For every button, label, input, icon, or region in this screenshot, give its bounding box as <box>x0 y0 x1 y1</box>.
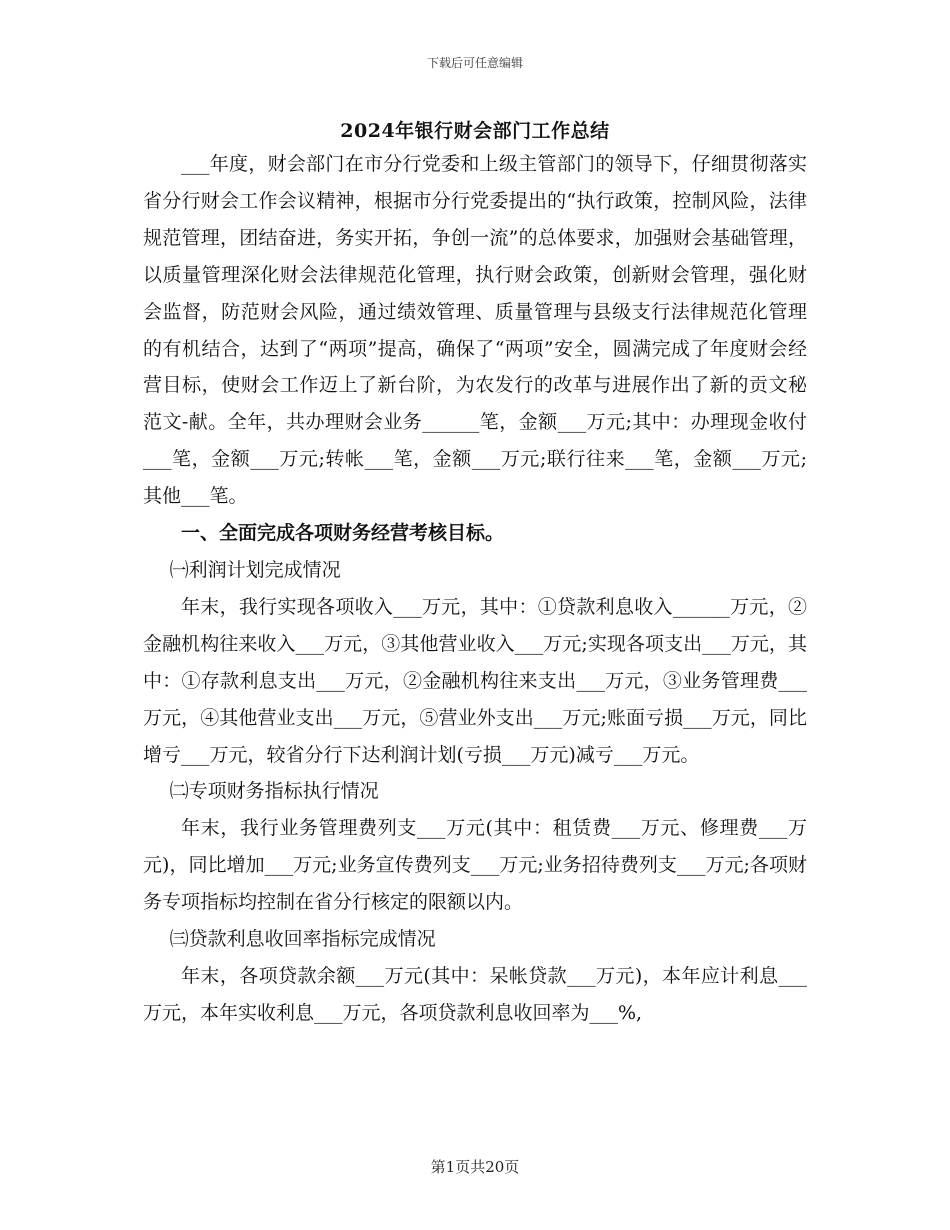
subsection-heading-interest: ㈢贷款利息收回率指标完成情况 <box>169 928 436 951</box>
section-heading: 一、全面完成各项财务经营考核目标。 <box>181 522 505 545</box>
subsection-heading-indicators: ㈡专项财务指标执行情况 <box>169 780 379 803</box>
document-body <box>143 146 807 1032</box>
indicators-paragraph: 年末，我行业务管理费列支___万元(其中：租赁费___万元、修理费___万元)，同比增加___万元;业务宣传费列支___万元;业务招待费列支___万元;各项财务专项指标均控制在省分行核定的限额以内。 <box>143 817 807 914</box>
profit-paragraph: 年末，我行实现各项收入___万元，其中：①贷款利息收入______万元，②金融机构往来收入___万元，③其他营业收入___万元;实现各项支出___万元，其中：①存款利息支出___万元，②金融机构往来支出___万元，③业务管理费___万元，④其他营业支出___万元，⑤营业外支出___万元;账面亏损___万元，同比增亏___万元，较省分行下达利润计划(亏损___万元)减亏___万元。 <box>143 595 807 766</box>
subsection-heading-profit: ㈠利润计划完成情况 <box>169 558 341 581</box>
header-note: 下载后可任意编辑 <box>426 56 523 70</box>
interest-paragraph: 年末，各项贷款余额___万元(其中：呆帐贷款___万元)，本年应计利息___万元，本年实收利息___万元，各项贷款利息收回率为___%, <box>143 964 807 1024</box>
document-title: 2024年银行财会部门工作总结 <box>340 120 610 142</box>
intro-paragraph: ___年度，财会部门在市分行党委和上级主管部门的领导下，仔细贯彻落实省分行财会工作会议精神，根据市分行党委提出的“执行政策，控制风险，法律规范管理，团结奋进，务实开拓，争创一流”的总体要求，加强财会基础管理，以质量管理深化财会法律规范化管理，执行财会政策，创新财会管理，强化财会监督，防范财会风险，通过绩效管理、质量管理与县级支行法律规范化管理的有机结合，达到了“两项”提高，确保了“两项”安全，圆满完成了年度财会经营目标，使财会工作迈上了新台阶，为农发行的改革与进展作出了新的贡文秘范文-献。全年，共办理财会业务______笔，金额___万元;其中：办理现金收付___笔，金额___万元;转帐___笔，金额___万元;联行往来___笔，金额___万元;其他___笔。 <box>143 153 807 508</box>
page-footer: 第1页共20页 <box>430 1158 520 1176</box>
